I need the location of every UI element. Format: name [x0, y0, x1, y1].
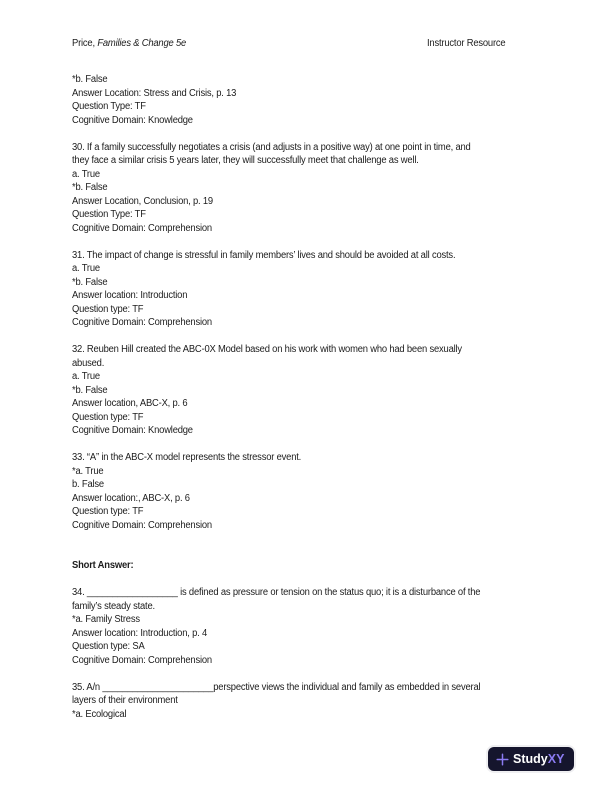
- text-line: a. True: [72, 371, 100, 382]
- question-block: [72, 451, 540, 532]
- text-line: Question type: TF: [72, 303, 144, 315]
- text-line: *b. False: [72, 384, 108, 396]
- text-line: 34. __________________ is defined as pressure or tension on the status quo; it is a disturbance of the: [72, 587, 481, 598]
- section-heading: [72, 559, 540, 573]
- text-line: Question Type: TF: [72, 101, 146, 112]
- text-line: 32. Reuben Hill created the ABC-0X Model based on his work with women who had been sexually: [72, 344, 462, 355]
- text-line: 33. “A” in the ABC-X model represents the stressor event.: [72, 452, 302, 463]
- text-line: Question type: SA: [72, 641, 145, 652]
- brand-xy-text: XY: [547, 751, 565, 766]
- text-line: Answer Location: Stress and Crisis, p. 13: [72, 87, 237, 99]
- question-block: [72, 73, 540, 127]
- text-line: Question type: TF: [72, 411, 144, 423]
- text-line: *b. False: [72, 182, 108, 193]
- text-line: a. True: [72, 168, 100, 180]
- brand-study-text: Study: [513, 751, 548, 766]
- text-line: Question type: TF: [72, 506, 144, 517]
- text-line: they face a similar crisis 5 years later, they will successfully meet that challenge as well.: [72, 155, 419, 166]
- text-line: *a. Ecological: [72, 708, 127, 720]
- header-resource-label: Instructor Resource: [426, 38, 505, 49]
- text-line: Answer location: Introduction: [72, 290, 188, 301]
- question-block: [72, 681, 540, 722]
- text-line: Answer location: Introduction, p. 4: [72, 627, 208, 639]
- text-line: Answer location:, ABC-X, p. 6: [72, 492, 190, 504]
- text-line: Question Type: TF: [72, 209, 146, 220]
- text-line: *b. False: [72, 74, 108, 85]
- text-line: Short Answer:: [72, 560, 134, 571]
- text-line: Answer Location, Conclusion, p. 19: [72, 195, 213, 207]
- question-block: [72, 586, 540, 667]
- text-line: b. False: [72, 479, 104, 490]
- text-line: Cognitive Domain: Comprehension: [72, 222, 212, 234]
- brand-wordmark: [513, 753, 564, 766]
- header-title-italic: Families & Change 5e: [97, 38, 187, 49]
- question-block: [72, 249, 540, 330]
- text-line: family’s steady state.: [72, 600, 155, 612]
- text-line: Cognitive Domain: Comprehension: [72, 519, 212, 531]
- page-header: [72, 37, 540, 51]
- text-line: *a. Family Stress: [72, 614, 140, 625]
- question-block: [72, 343, 540, 438]
- text-line: Answer location, ABC-X, p. 6: [72, 398, 188, 409]
- text-line: 35. A/n ______________________perspective views the individual and family as embedded in several: [72, 681, 481, 693]
- question-block: [72, 141, 540, 236]
- text-line: Cognitive Domain: Knowledge: [72, 425, 193, 436]
- text-line: Cognitive Domain: Comprehension: [72, 654, 212, 666]
- text-line: *a. True: [72, 465, 104, 477]
- header-book-title: [72, 37, 186, 51]
- document-body: [72, 73, 540, 735]
- studyxy-watermark-badge: [488, 747, 574, 771]
- text-line: *b. False: [72, 276, 108, 288]
- text-line: 31. The impact of change is stressful in family members’ lives and should be avoided at all costs.: [72, 249, 456, 261]
- text-line: layers of their environment: [72, 695, 178, 706]
- plus-icon: [496, 753, 509, 766]
- text-line: 30. If a family successfully negotiates a crisis (and adjusts in a positive way) at one point in time, and: [72, 141, 471, 153]
- text-line: a. True: [72, 263, 100, 274]
- header-author: Price,: [72, 38, 98, 49]
- text-line: abused.: [72, 357, 105, 369]
- text-line: Cognitive Domain: Comprehension: [72, 317, 212, 328]
- text-line: Cognitive Domain: Knowledge: [72, 114, 193, 126]
